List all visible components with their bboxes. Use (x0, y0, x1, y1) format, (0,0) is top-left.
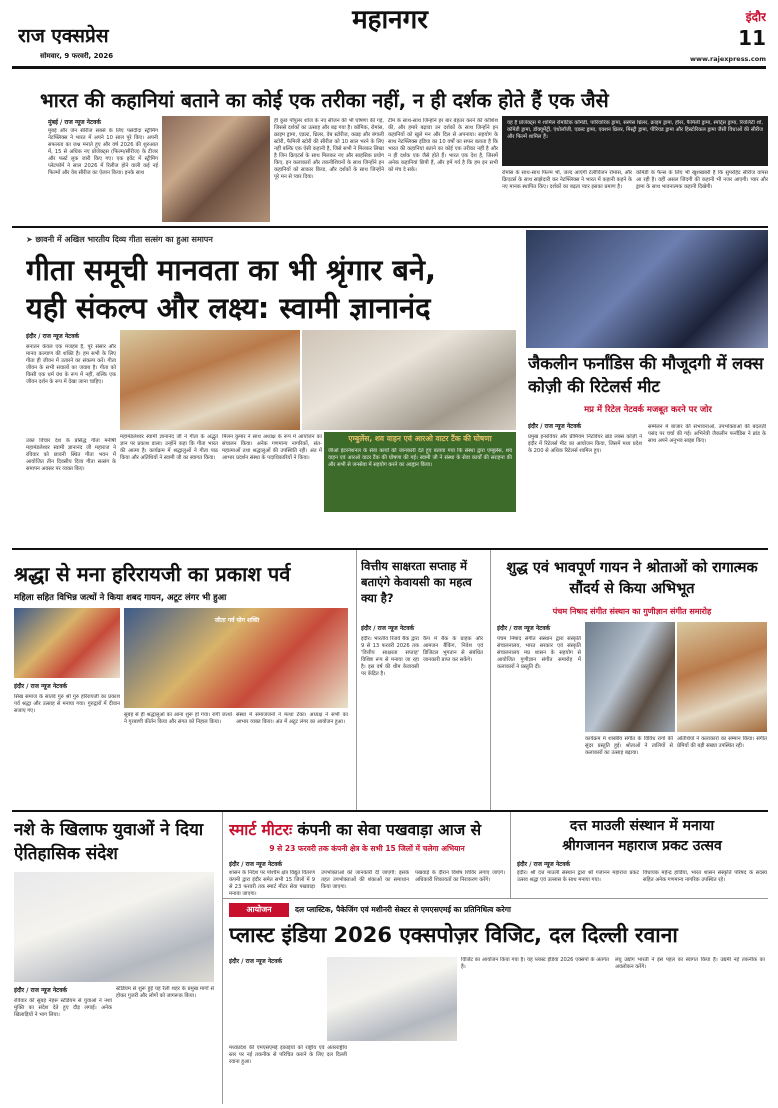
story-datt-col1: इंदौर। श्री दत्त माउली संस्थान द्वारा श्री गजानन महाराज प्रकट उत्सव श्रद्धा एवं उल्लास के साथ मनाया गया। (517, 870, 639, 883)
story-gita-headline-2: यही संकल्प और लक्ष्य: स्वामी ज्ञानानंद (26, 291, 431, 325)
city-name: इंदौर (745, 10, 766, 24)
story-harirayji-byline: इंदौर / राज न्यूज नेटवर्क (14, 683, 68, 690)
story-nasha (12, 812, 216, 1102)
story-netflix-byline: मुंबई / राज न्यूज नेटवर्क (48, 119, 101, 126)
story-smart-meter-col1: शासन के निर्देश पर पश्चिम क्षेत्र विद्युत वितरण कंपनी द्वारा इंदौर समेत सभी 15 जिलों में 9 से 23 फरवरी तक स्मार्ट मीटर सेवा पखवाड़ा मनाया जाएगा। (229, 870, 315, 897)
story-datt-mauli (510, 812, 768, 898)
netflix-genre-text: यह है प्रोजेक्ट्स में शामिल रोमांटिक कॉमेडी, पारिवारिक ड्रामा, सस्पेंस थ्रिलर, क्राइम ड्रामा, हॉरर, फैमिली ड्रामा, स्पोर्ट्स ड्रामा, रियलिटी शो, कॉमेडी ड्रामा, डॉक्यूमेंट्री, एंथोलॉजी, एडल्ट ड्रामा, एक्शन थ्रिलर, मिस्ट्री ड्रामा, पीरियड ड्रामा और हिस्टोरिकल ड्रामा जैसी विधाओं की सीरीज और फिल्में शामिल हैं। (507, 120, 763, 140)
story-plast-india (222, 898, 768, 1104)
story-luxcozi-col1: प्रमुख इनरवियर और प्रीमियम निटवियर ब्रांड लक्स कोज़ी ने इंदौर में रिटेलर्स मीट का आयोजन किया, जिसमें मध्य प्रदेश के 200 से अधिक रिटेलर्स शामिल हुए। (528, 434, 642, 454)
story-gita-col1: सनातन केवल एक मजहब है, पूरे संसार और मानव कल्याण की शक्ति है। हम सभी के लिए गीता ही जीवन में उतारने का संकल्प करें। गीता जीवन के सभी सवालों का जवाब है। गीता को किसी एक धर्म ग्रंथ के रूप में नहीं, बल्कि एक जीवन दर्शन के रूप में देखा जाना चाहिए। (26, 344, 116, 385)
harirayji-procession-photo (14, 608, 120, 678)
story-nasha-headline: नशे के खिलाफ युवाओं ने दिया ऐतिहासिक संदेश (14, 820, 204, 864)
story-datt-headline-1: दत्त माउली संस्थान में मनाया (569, 818, 715, 834)
story-harirayji-col3: संस्था में समाजजनों ने मत्था टेका। अध्यक्ष ने सभी का आभार व्यक्त किया। अंत में अटूट लंगर का आयोजन हुआ। (236, 712, 348, 725)
netflix-cast-photo (162, 116, 270, 222)
masthead-rule (12, 66, 766, 69)
story-music-byline: इंदौर / राज न्यूज नेटवर्क (497, 625, 551, 632)
story-netflix-col4: रोमांस के साथ-साथ फिल्म भी, जल्द आएंगी टेलीविजन रोमांस, और क्रिएटर्स के साथ साझेदारी कर नेटफ्लिक्स ने भारत में कहानी कहने के नए मानक स्थापित किए। दर्शकों का बढ़ता प्यार इसका प्रमाण है। (502, 170, 632, 190)
story-plast-col1: मध्यप्रदेश की एमएसएमई इकाइयों को राष्ट्रीय एवं अंतरराष्ट्रीय स्तर पर नई तकनीक से परिचित कराने के लिए दल दिल्ली रवाना हुआ। (229, 1045, 347, 1065)
story-netflix-col5: कॉमेडी के फैन्स के लिए भी खुशखबरी है कि सुपरहिट सीरीज वापस आ रही है। वहीं असल जिंदगी की कहानी भी नजर आएगी। प्यार और ड्रामा के साथ भावनात्मक कहानी दिखेगी। (636, 170, 768, 190)
gita-audience-photo (302, 330, 516, 430)
story-smart-meter-headline (229, 818, 505, 842)
story-plast-col3: लघु उद्योग भारती ने इस पहल का स्वागत किया है। उद्यमी नई तकनीक का अवलोकन करेंगे। (615, 957, 765, 970)
story-gita (12, 228, 518, 548)
story-luxcozi-subhead: मप्र में रिटेल नेटवर्क मजबूत करने पर जोर (584, 405, 712, 415)
story-plast-headline: प्लास्ट इंडिया 2026 एक्सपोज़र विजिट, दल दिल्ली रवाना (229, 923, 678, 947)
story-harirayji-col2: सुबह से ही श्रद्धालुओं का आना शुरू हो गया। रागी जत्थों ने गुरबाणी कीर्तन किया और संगत को निहाल किया। (124, 712, 232, 725)
story-nasha-col1: रविवार की सुबह नेहरू स्टेडियम से युवाओं ने नशा मुक्ति का संदेश देते हुए दौड़ लगाई। अनेक खिलाड़ियों ने भाग लिया। (14, 998, 112, 1018)
story-harirayji (12, 550, 350, 810)
story-luxcozi (524, 228, 768, 548)
story-kyc-byline: इंदौर / राज न्यूज नेटवर्क (361, 625, 415, 632)
story-music (490, 550, 768, 810)
smart-meter-title: कंपनी का सेवा पखवाड़ा आज से (297, 821, 482, 839)
story-smart-meter-col2: उपभोक्ताओं को जानकारी दी जाएगी: इसके तहत उपभोक्ताओं की शंकाओं का समाधान किया जाएगा। (321, 870, 409, 890)
story-music-subhead: पंचम निषाद संगीत संस्थान का गुणीज्ञान संगीत समारोह (552, 607, 712, 616)
story-netflix-col2: ही कुछ पॉपुलर शोज के नए सीजन की भी घोषणा की गई, जिससे दर्शकों का उत्साह और बढ़ गया है। कॉमिक, रोमांस, क्राइम ड्रामा, एडल्ट, थ्रिलर, वेब स्टोरीज, कन्नड़ और बंगाली स्टोरी, फैमिली स्टोरी की सीरीज को 10 साल भरने के लिए नहीं बल्कि एक ऐसी कहानी है, जिसे सभी ने मिलकर लिखा है जिन क्रिएटर्स के साथ मिलकर नए और साहसिक प्रयोग किए, इन कलाकारों और तकनीशियनों के साथ जिन्होंने इन कहानियों को साकार किया, और दर्शकों के साथ जिन्होंने पूरे मन से प्यार दिया। (274, 118, 384, 180)
gita-stage-photo (120, 330, 300, 430)
story-harirayji-subhead: महिला सहित विभिन्न जत्थों ने किया शबद गायन, अटूट लंगर भी हुआ (14, 593, 227, 603)
smart-meter-label: स्मार्ट मीटरः (229, 821, 293, 839)
story-harirayji-col1: सिख समाज के सातवें गुरु श्री गुरु हरिरायजी का प्रकाश पर्व श्रद्धा और उत्साह से मनाया गया। गुरुद्वारों में दीवान सजाए गए। (14, 694, 120, 714)
story-netflix (12, 72, 768, 224)
story-nasha-col2: स्टेडियम से शुरू हुई यह रैली शहर के प्रमुख मार्गों से होकर गुजरी और लोगों को जागरूक किया। (116, 986, 214, 999)
story-gita-col3: मिलन कुमार ने साथ अध्यक्ष के रूप में आयोजन का संचालन किया। अनेक गणमान्य नागरिकों, संत-महात्माओं तथा श्रद्धालुओं की उपस्थिति रही। अंत में आभार प्रदर्शन संस्था के पदाधिकारियों ने किया। (222, 434, 322, 461)
date-line: सोमवार, 9 फरवरी, 2026 (40, 52, 114, 60)
story-gita-kicker (26, 234, 506, 246)
harirayji-banner-caption: जीता गर्व योग शक्ति (214, 617, 260, 624)
story-netflix-col3: टीम के साथ-साथ जिन्होंने हर बार बेहतर करने की कोशिश की, और हमारे बढ़ावा उन दर्शकों के साथ जिन्होंने इन कहानियों को खुले मन और दिल से अपनाया। सहयोग के साथ नेटफ्लिक्स इंडिया का 10 वर्षों का सफर बताता है कि भारत की कहानियां बताने का कोई एक तरीका नहीं है और न ही दर्शक एक जैसे होते हैं। भारत एक देश है, जिसमें अनेक कहानियां छिपी हैं, और हमें गर्व है कि हम इन सभी को मंच दे सके। (388, 118, 498, 173)
music-performer-photo-1 (585, 622, 675, 732)
paper-name: राज एक्सप्रेस (18, 25, 109, 47)
story-plast-kicker: दल प्लास्टिक, पैकेजिंग एवं मशीनरी सेक्टर से एमएसएमई का प्रतिनिधित्व करेगा (295, 905, 511, 914)
gita-announce-title: एम्बुलेंस, शव वाहन एवं आरओ वाटर टैंक की घोषणा (348, 434, 492, 443)
gita-announce-box (324, 432, 516, 512)
website[interactable]: www.rajexpress.com (689, 55, 766, 63)
story-kyc-col2: कैंप में बैंक के ग्राहक और आमजन बैंकिंग, निवेश एवं डिजिटल भुगतान से संबंधित जानकारी प्राप्त कर सकेंगे। (423, 636, 483, 663)
masthead (0, 0, 778, 72)
arrow-icon: ➤ (26, 235, 36, 244)
story-gita-byline: इंदौर / राज न्यूज नेटवर्क (26, 333, 80, 340)
story-plast-col2: विजिट का आयोजन किया गया है। यह प्लास्ट इंडिया 2026 एक्सपो के अंतर्गत है। (461, 957, 609, 970)
story-kyc-headline: वित्तीय साक्षरता सप्ताह में बताएंगे केवायसी का महत्व क्या है? (361, 559, 472, 605)
story-smart-meter-subhead: 9 से 23 फरवरी तक कंपनी क्षेत्र के सभी 15 जिलों में चलेगा अभियान (269, 844, 465, 853)
plast-delegation-photo (327, 957, 457, 1041)
section-title: महानगर (352, 5, 428, 35)
nasha-rally-photo (14, 872, 214, 982)
story-smart-meter (222, 812, 506, 898)
netflix-genre-box (502, 116, 768, 166)
story-luxcozi-headline: जैकलीन फर्नांडिस की मौजूदगी में लक्स कोज़ी की रिटेलर्स मीट (528, 354, 764, 396)
story-kyc (356, 550, 484, 810)
story-smart-meter-col3: पखवाड़े के दौरान विशेष शिविर लगाए जाएंगे। अधिकारी शिकायतों का निराकरण करेंगे। (415, 870, 505, 883)
story-gita-col1b: उक्त विचार देश के प्रसिद्ध गीता मनीषी महामंडलेश्वर स्वामी ज्ञानानंद जी महाराज ने रविवार को छावनी स्थित गीता भवन में आयोजित तीन दिवसीय दिव्य गीता सत्संग के समापन अवसर पर व्यक्त किए। (26, 438, 116, 472)
story-plast-label: आयोजन (229, 903, 289, 917)
story-harirayji-headline: श्रद्धा से मना हरिरायजी का प्रकाश पर्व (14, 562, 291, 586)
page-number: 11 (738, 26, 766, 50)
story-music-headline: शुद्ध एवं भावपूर्ण गायन ने श्रोताओं को रागात्मक सौंदर्य से किया अभिभूत (506, 560, 758, 597)
story-luxcozi-col2: सम्मेलन में बाजार की संभावनाओं, उपभोक्ताओं की बदलती पसंद पर चर्चा की गई। अभिनेत्री जैकलीन फर्नांडिस ने ब्रांड के साथ अपने अनुभव साझा किए। (648, 424, 766, 444)
story-gita-col2: महामंडलेश्वर स्वामी ज्ञानानंद जी ने गीता के अद्भुत ज्ञान पर प्रकाश डाला। उन्होंने कहा कि गीता भारत की आत्मा है। कार्यक्रम में श्रद्धालुओं ने गीता पाठ किया और अतिथियों ने स्वामी जी का स्वागत किया। (120, 434, 218, 461)
story-netflix-headline: भारत की कहानियां बताने का कोई एक तरीका नहीं, न ही दर्शक होते हैं एक जैसे (40, 89, 609, 112)
jacqueline-event-photo (526, 230, 768, 348)
story-kyc-col1: इंदौर। भारतीय रिजर्व बैंक द्वारा 9 से 13 फरवरी 2026 तक 'वित्तीय साक्षरता सप्ताह' विशिष्ट रूप से मनाया जा रहा है। इस वर्ष की थीम केवायसी पर केंद्रित है। (361, 636, 419, 677)
story-nasha-byline: इंदौर / राज न्यूज नेटवर्क (14, 987, 68, 994)
story-gita-headline-1: गीता समूची मानवता का भी श्रृंगार बने, (26, 253, 437, 287)
story-luxcozi-byline: इंदौर / राज न्यूज नेटवर्क (528, 423, 582, 430)
story-datt-byline: इंदौर / राज न्यूज नेटवर्क (517, 861, 571, 868)
story-gita-kicker-text: छावनी में अखिल भारतीय दिव्य गीता सत्संग का हुआ समापन (35, 235, 213, 244)
story-datt-headline-2: श्रीगजानन महाराज प्रकट उत्सव (562, 838, 722, 854)
story-music-col3: अतिथियों ने कलाकारों का सम्मान किया। संगीत प्रेमियों की बड़ी संख्या उपस्थित रही। (677, 736, 767, 749)
story-datt-col2: विधायक महेन्द्र हार्डिया, भारत शासन संस्कृति परिषद के सदस्य सहित अनेक गणमान्य नागरिक उपस्थित रहे। (643, 870, 767, 883)
gita-announce-text: जीओ इंटरनेशनल के सेवा कार्यों की जानकारी देते हुए बताया गया कि संस्था द्वारा एम्बुलेंस, शव वाहन एवं आरओ वाटर टैंक की घोषणा की गई। स्वामी जी ने संस्था के सेवा कार्यों की सराहना की और सभी से जनसेवा में सहयोग करने का आह्वान किया। (328, 448, 512, 468)
story-smart-meter-byline: इंदौर / राज न्यूज नेटवर्क (229, 861, 283, 868)
story-music-col1: पंचम निषाद संगीत संस्थान द्वारा संस्कृति संचालनालय, भारत सरकार एवं संस्कृति संचालनालय मप्र शासन के सहयोग से आयोजित गुणीज्ञान संगीत समारोह में कलाकारों ने प्रस्तुति दी। (497, 636, 581, 670)
story-music-col2: कार्यक्रम में शास्त्रीय संगीत के विविध रागों की सुंदर प्रस्तुति हुई। श्रोताओं ने तालियों से कलाकारों का उत्साह बढ़ाया। (585, 736, 673, 756)
story-plast-byline: इंदौर / राज न्यूज नेटवर्क (229, 958, 283, 965)
music-performer-photo-2 (677, 622, 767, 732)
story-netflix-col1: मुंबई और जेन सीरीज सबसे के लिए पसंदीदा स्ट्रीमिंग नेटफ्लिक्स ने भारत में अपने 10 साल पूरे किए। अपनी सफलता का जश्न मनाते हुए और वर्ष 2026 की शुरुआत में, 15 से अधिक नए प्रोजेक्ट्स (फिल्म/सीरीज) के टीजर और फर्स्ट लुक जारी किए गए। एक इवेंट में स्ट्रीमिंग प्लेटफॉर्म ने साल 2026 में रिलीज होने वाली कई नई फिल्मों और वेब सीरीज का ऐलान किया। इनके साथ (48, 128, 158, 176)
